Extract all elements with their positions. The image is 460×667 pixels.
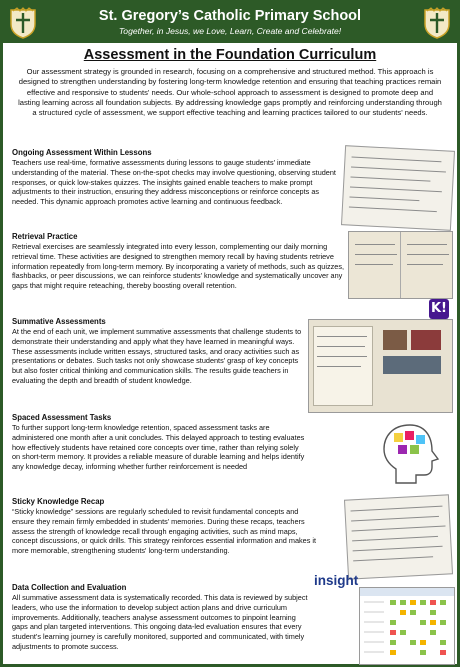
exercise-book-photo (348, 231, 453, 299)
section-spaced-assessment (12, 413, 307, 472)
section-body: Retrieval exercises are seamlessly integrated into every lesson, complementing our daily morning retrieval time. These activities are designed to strengthen memory recall by having students retrieve information repeatedly from long-term memory. By incorporating a variety of methods, such as quizzes, flashbacks, or peer discussions, we can reinforce students' knowledge and systematically uncover any gaps that might require reteaching, thereby boosting overall retention. (12, 242, 345, 291)
section-summative-assessments (12, 317, 302, 386)
insight-logo: insight (314, 573, 359, 588)
intro-paragraph: Our assessment strategy is grounded in research, focusing on a comprehensive and structured method. This approach is designed to strengthen understanding by fostering long-term knowledge retention and ensuring that teaching practices remain effective and responsive to students' needs. Our whole-school approach to assessment is designed to promote deep and lasting learning across all foundation subjects. By addressing knowledge gaps promptly and reinforcing understanding through a structured cycle of assessment, we support effective teaching and learning practices tailored to our students' needs. (18, 67, 442, 118)
section-heading: Spaced Assessment Tasks (12, 413, 112, 422)
section-heading: Data Collection and Evaluation (12, 583, 127, 592)
section-heading: Summative Assessments (12, 317, 106, 326)
brain-icon (378, 421, 443, 487)
section-sticky-knowledge (12, 497, 317, 556)
section-heading: Retrieval Practice (12, 232, 78, 241)
section-heading: Ongoing Assessment Within Lessons (12, 148, 152, 157)
sticky-knowledge-sheet (344, 494, 453, 579)
section-body: All summative assessment data is systematically recorded. This data is reviewed by subject leaders, who use the information to develop subject action plans and drive curriculum improvements. Additionally, teachers analyse assessment outcomes to pinpoint learning gaps and plan targeted interventions. This ongoing data-led evaluation ensures that every student's learning journey is carefully monitored, supported and communicated, with timely adjustments to promote success. (12, 593, 308, 651)
worksheet-photo-1 (341, 145, 455, 231)
section-ongoing-assessment (12, 148, 342, 207)
school-crest-right-icon (422, 7, 452, 39)
school-motto: Together, in Jesus, we Love, Learn, Create and Celebrate! (118, 26, 342, 36)
school-name: St. Gregory’s Catholic Primary School (98, 8, 362, 24)
kahoot-logo: K! (429, 299, 449, 319)
section-data-collection (12, 583, 312, 652)
section-retrieval-practice (12, 232, 352, 291)
page-title: Assessment in the Foundation Curriculum (83, 47, 377, 63)
spreadsheet-grid (360, 588, 455, 665)
section-body: Teachers use real-time, formative assessments during lessons to gauge students' immediate understanding of the material. These on-the-spot checks may involve questioning, observing student responses, or quick low-stakes quizzes. The insights gained enable teachers to make prompt adjustments to their instruction, ensuring they address misconceptions or reinforce concepts as needed. This dynamic approach promotes active learning and continuous feedback. (12, 158, 336, 207)
section-body: “Sticky knowledge” sessions are regularly scheduled to revisit fundamental concepts and ensure they remain firmly embedded in students' memories. During these recaps, teachers assess the strength of knowledge recall through engaging activities, such as mind maps, concept discussions, or quick drills. This strategy reinforces essential information and makes it more memorable, strengthening students' long-term understanding. (12, 507, 317, 556)
section-heading: Sticky Knowledge Recap (12, 497, 105, 506)
data-spreadsheet-image (359, 587, 455, 665)
header-banner (3, 3, 457, 43)
section-body: To further support long-term knowledge retention, spaced assessment tasks are administered one month after a unit concludes. This delayed approach to testing evaluates how effectively students have retained core concepts over time, rather than relying solely on short-term memory. It provides a reliable measure of durable learning and helps identify any knowledge decay, informing whether further reinforcement is needed (12, 423, 305, 472)
summative-book-photo (308, 319, 453, 413)
section-body: At the end of each unit, we implement summative assessments that challenge students to demonstrate their understanding and apply what they have learned in meaningful ways. These assessments include written essays, structured tasks, and oracy activities such as presentations or debates. Such tasks not only showcase students' grasp of key concepts but also foster critical thinking and communication skills. The results guide teachers in evaluating the depth and breadth of student knowledge. (12, 327, 302, 385)
